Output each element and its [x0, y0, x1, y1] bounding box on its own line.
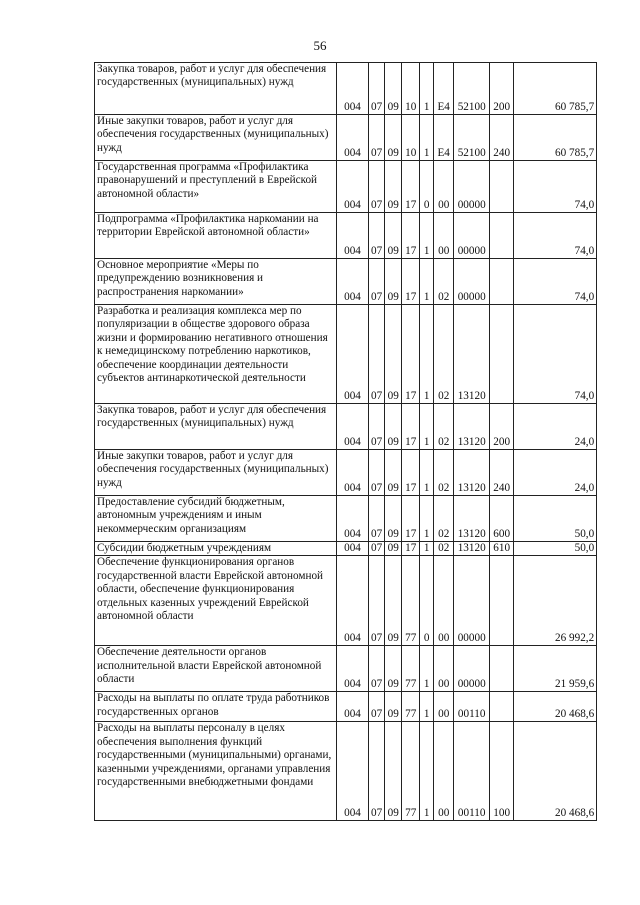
- subprogram-code: 1: [420, 450, 434, 496]
- program-code: 10: [402, 115, 420, 161]
- subprogram-code: 1: [420, 213, 434, 259]
- expense-type-code: [490, 556, 514, 646]
- activity-code: E4: [434, 63, 454, 115]
- direction-code: 13120: [454, 404, 490, 450]
- program-code: 77: [402, 556, 420, 646]
- program-code: 77: [402, 646, 420, 692]
- table-row: [95, 213, 597, 259]
- table-row: [95, 450, 597, 496]
- program-code: 77: [402, 722, 420, 821]
- expense-type-code: [490, 259, 514, 305]
- expense-type-code: 240: [490, 450, 514, 496]
- subprogram-code: 1: [420, 722, 434, 821]
- subsection-code: 09: [385, 450, 402, 496]
- subprogram-code: 1: [420, 542, 434, 556]
- subprogram-code: 1: [420, 63, 434, 115]
- activity-code: 00: [434, 692, 454, 722]
- row-name: Расходы на выплаты по оплате труда работников государственных органов: [95, 692, 337, 722]
- ministry-code: 004: [337, 496, 369, 542]
- program-code: 10: [402, 63, 420, 115]
- activity-code: 00: [434, 646, 454, 692]
- direction-code: 00110: [454, 692, 490, 722]
- activity-code: 02: [434, 496, 454, 542]
- amount: 74,0: [514, 259, 597, 305]
- activity-code: 02: [434, 259, 454, 305]
- table-row: [95, 63, 597, 115]
- direction-code: 00000: [454, 259, 490, 305]
- program-code: 17: [402, 404, 420, 450]
- direction-code: 52100: [454, 115, 490, 161]
- ministry-code: 004: [337, 556, 369, 646]
- subsection-code: 09: [385, 404, 402, 450]
- direction-code: 00000: [454, 213, 490, 259]
- activity-code: E4: [434, 115, 454, 161]
- table-row: [95, 115, 597, 161]
- section-code: 07: [369, 556, 385, 646]
- ministry-code: 004: [337, 213, 369, 259]
- expense-type-code: 600: [490, 496, 514, 542]
- row-name: Обеспечение деятельности органов исполнительной власти Еврейской автономной области: [95, 646, 337, 692]
- ministry-code: 004: [337, 450, 369, 496]
- direction-code: 13120: [454, 450, 490, 496]
- activity-code: 00: [434, 722, 454, 821]
- subprogram-code: 1: [420, 692, 434, 722]
- subprogram-code: 1: [420, 646, 434, 692]
- ministry-code: 004: [337, 161, 369, 213]
- direction-code: 13120: [454, 305, 490, 404]
- direction-code: 00110: [454, 722, 490, 821]
- subsection-code: 09: [385, 556, 402, 646]
- expense-type-code: 200: [490, 404, 514, 450]
- section-code: 07: [369, 161, 385, 213]
- budget-table: [94, 62, 597, 821]
- activity-code: 02: [434, 404, 454, 450]
- activity-code: 00: [434, 213, 454, 259]
- amount: 26 992,2: [514, 556, 597, 646]
- expense-type-code: [490, 692, 514, 722]
- table-row: [95, 259, 597, 305]
- amount: 50,0: [514, 542, 597, 556]
- amount: 21 959,6: [514, 646, 597, 692]
- table-row: [95, 556, 597, 646]
- ministry-code: 004: [337, 404, 369, 450]
- expense-type-code: 100: [490, 722, 514, 821]
- activity-code: 02: [434, 305, 454, 404]
- row-name: Расходы на выплаты персоналу в целях обеспечения выполнения функций государственными (муниципальными) органами, казенными учреждениями, органами управления государственными внебюджетными фондами: [95, 722, 337, 821]
- ministry-code: 004: [337, 63, 369, 115]
- row-name: Обеспечение функционирования органов государственной власти Еврейской автономной области, обеспечение функционирования отдельных казенных учреждений Еврейской автономной области: [95, 556, 337, 646]
- page-number: 56: [313, 38, 327, 53]
- amount: 20 468,6: [514, 692, 597, 722]
- subsection-code: 09: [385, 646, 402, 692]
- program-code: 17: [402, 161, 420, 213]
- row-name: Государственная программа «Профилактика правонарушений и преступлений в Еврейской автономной области»: [95, 161, 337, 213]
- section-code: 07: [369, 542, 385, 556]
- activity-code: 00: [434, 556, 454, 646]
- table-row: [95, 722, 597, 821]
- table-row: [95, 542, 597, 556]
- program-code: 17: [402, 259, 420, 305]
- subsection-code: 09: [385, 115, 402, 161]
- section-code: 07: [369, 404, 385, 450]
- subsection-code: 09: [385, 161, 402, 213]
- table-row: [95, 692, 597, 722]
- activity-code: 02: [434, 450, 454, 496]
- section-code: 07: [369, 646, 385, 692]
- row-name: Закупка товаров, работ и услуг для обеспечения государственных (муниципальных) нужд: [95, 63, 337, 115]
- direction-code: 00000: [454, 556, 490, 646]
- ministry-code: 004: [337, 646, 369, 692]
- section-code: 07: [369, 722, 385, 821]
- amount: 60 785,7: [514, 63, 597, 115]
- row-name: Разработка и реализация комплекса мер по популяризации в обществе здорового образа жизни и формированию негативного отношения к немедицинскому потреблению наркотиков, обеспечение координации деятельности субъектов антинаркотической деятельности: [95, 305, 337, 404]
- subsection-code: 09: [385, 542, 402, 556]
- amount: 24,0: [514, 450, 597, 496]
- table-row: [95, 646, 597, 692]
- subprogram-code: 0: [420, 161, 434, 213]
- section-code: 07: [369, 259, 385, 305]
- direction-code: 52100: [454, 63, 490, 115]
- expense-type-code: 610: [490, 542, 514, 556]
- ministry-code: 004: [337, 115, 369, 161]
- amount: 20 468,6: [514, 722, 597, 821]
- section-code: 07: [369, 213, 385, 259]
- expense-type-code: [490, 646, 514, 692]
- amount: 74,0: [514, 213, 597, 259]
- table-row: [95, 404, 597, 450]
- amount: 74,0: [514, 305, 597, 404]
- amount: 50,0: [514, 496, 597, 542]
- row-name: Закупка товаров, работ и услуг для обеспечения государственных (муниципальных) нужд: [95, 404, 337, 450]
- amount: 60 785,7: [514, 115, 597, 161]
- section-code: 07: [369, 115, 385, 161]
- subprogram-code: 1: [420, 115, 434, 161]
- amount: 74,0: [514, 161, 597, 213]
- section-code: 07: [369, 692, 385, 722]
- table-row: [95, 305, 597, 404]
- subsection-code: 09: [385, 259, 402, 305]
- direction-code: 00000: [454, 646, 490, 692]
- ministry-code: 004: [337, 259, 369, 305]
- subprogram-code: 1: [420, 496, 434, 542]
- activity-code: 02: [434, 542, 454, 556]
- expense-type-code: [490, 161, 514, 213]
- program-code: 17: [402, 450, 420, 496]
- expense-type-code: [490, 213, 514, 259]
- row-name: Предоставление субсидий бюджетным, автономным учреждениям и иным некоммерческим организациям: [95, 496, 337, 542]
- expense-type-code: 200: [490, 63, 514, 115]
- program-code: 17: [402, 213, 420, 259]
- expense-type-code: [490, 305, 514, 404]
- program-code: 17: [402, 305, 420, 404]
- subprogram-code: 1: [420, 404, 434, 450]
- direction-code: 13120: [454, 496, 490, 542]
- direction-code: 00000: [454, 161, 490, 213]
- expense-type-code: 240: [490, 115, 514, 161]
- row-name: Основное мероприятие «Меры по предупреждению возникновения и распространения наркомании»: [95, 259, 337, 305]
- row-name: Иные закупки товаров, работ и услуг для обеспечения государственных (муниципальных) нужд: [95, 115, 337, 161]
- amount: 24,0: [514, 404, 597, 450]
- subprogram-code: 0: [420, 556, 434, 646]
- activity-code: 00: [434, 161, 454, 213]
- ministry-code: 004: [337, 305, 369, 404]
- direction-code: 13120: [454, 542, 490, 556]
- subprogram-code: 1: [420, 259, 434, 305]
- section-code: 07: [369, 63, 385, 115]
- subsection-code: 09: [385, 496, 402, 542]
- subsection-code: 09: [385, 305, 402, 404]
- row-name: Подпрограмма «Профилактика наркомании на территории Еврейской автономной области»: [95, 213, 337, 259]
- program-code: 17: [402, 542, 420, 556]
- ministry-code: 004: [337, 542, 369, 556]
- program-code: 77: [402, 692, 420, 722]
- subsection-code: 09: [385, 63, 402, 115]
- row-name: Иные закупки товаров, работ и услуг для обеспечения государственных (муниципальных) нужд: [95, 450, 337, 496]
- program-code: 17: [402, 496, 420, 542]
- subprogram-code: 1: [420, 305, 434, 404]
- ministry-code: 004: [337, 692, 369, 722]
- section-code: 07: [369, 305, 385, 404]
- section-code: 07: [369, 496, 385, 542]
- table-row: [95, 496, 597, 542]
- table-row: [95, 161, 597, 213]
- subsection-code: 09: [385, 722, 402, 821]
- subsection-code: 09: [385, 692, 402, 722]
- section-code: 07: [369, 450, 385, 496]
- ministry-code: 004: [337, 722, 369, 821]
- row-name: Субсидии бюджетным учреждениям: [95, 542, 337, 556]
- subsection-code: 09: [385, 213, 402, 259]
